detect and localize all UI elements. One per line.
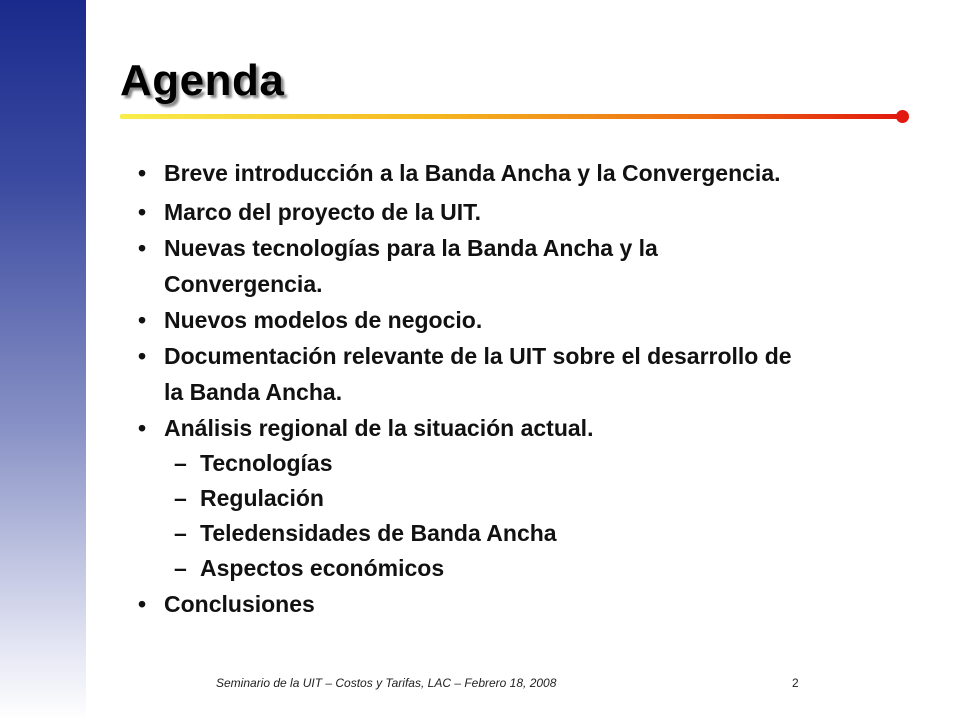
agenda-item (138, 410, 798, 446)
agenda-item-text: Análisis regional de la situación actual. (164, 415, 594, 441)
agenda-subitem-text: Regulación (200, 485, 324, 511)
agenda-subitem (138, 481, 798, 516)
bullet-marker: • (138, 199, 147, 225)
agenda-item (138, 302, 798, 338)
agenda-subitem-text: Aspectos económicos (200, 555, 445, 581)
agenda-subitem (138, 446, 798, 481)
agenda-item-text: Documentación relevante de la UIT sobre el desarrollo de la Banda Ancha. (164, 343, 792, 405)
agenda-item-text: Nuevas tecnologías para la Banda Ancha y la Convergencia. (164, 235, 658, 297)
agenda-subitem-text: Teledensidades de Banda Ancha (200, 520, 557, 546)
agenda-item (138, 586, 798, 622)
bullet-marker: • (138, 160, 147, 186)
agenda-item-text: Nuevos modelos de negocio. (164, 307, 483, 333)
dash-marker: – (174, 555, 187, 581)
agenda-list (138, 152, 798, 622)
bullet-marker: • (138, 591, 147, 617)
bullet-marker: • (138, 343, 147, 369)
agenda-subitem-text: Tecnologías (200, 450, 333, 476)
agenda-item (138, 152, 798, 194)
page-number: 2 (792, 676, 799, 690)
agenda-subitem (138, 516, 798, 551)
agenda-item-text: Breve introducción a la Banda Ancha y la Convergencia. (164, 160, 781, 186)
agenda-item-text: Marco del proyecto de la UIT. (164, 199, 481, 225)
title-underline (120, 114, 900, 119)
agenda-subitem (138, 551, 798, 586)
bullet-marker: • (138, 307, 147, 333)
dash-marker: – (174, 520, 187, 546)
agenda-item (138, 194, 798, 230)
dash-marker: – (174, 450, 187, 476)
footer-text: Seminario de la UIT – Costos y Tarifas, LAC – Febrero 18, 2008 (216, 676, 557, 690)
agenda-item-text: Conclusiones (164, 591, 315, 617)
slide-title: Agenda (120, 56, 285, 105)
bullet-marker: • (138, 235, 147, 261)
dash-marker: – (174, 485, 187, 511)
bullet-marker: • (138, 415, 147, 441)
title-underline-dot (896, 110, 909, 123)
agenda-item (138, 230, 798, 302)
agenda-item (138, 338, 798, 410)
side-gradient-band (0, 0, 86, 720)
